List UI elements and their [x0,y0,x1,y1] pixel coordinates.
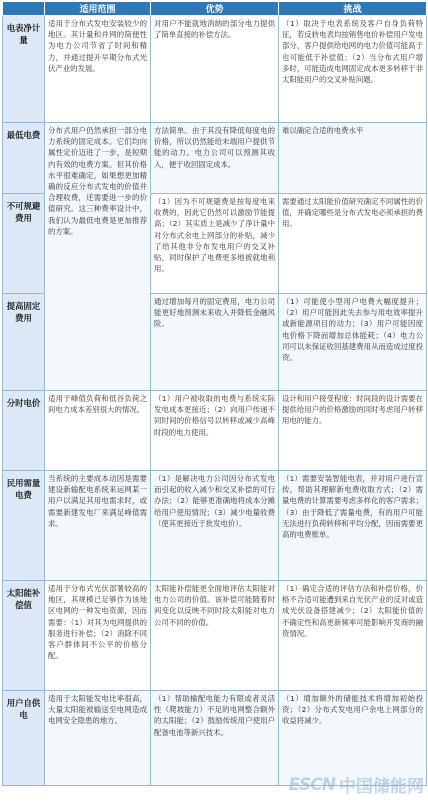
table-row [3,391,427,471]
scope-cell: 当系统的主要成本动因是需要建设新输配电系统来运网某一用户以满足其用电需求时，或需要新建发电厂来满足峰值需求。 [45,471,151,581]
row-label: 分时电价 [3,391,45,471]
table-row [3,691,427,786]
header-advantage: 优势 [151,2,279,16]
advantage-cell: （1）用户被收取的电费与系统实际发电成本更接近；（2）向用户传递不同时间的价格信号以转移或减少高峰时段的电力使用。 [151,391,279,471]
advantage-cell: 方法简单。由于其没有降低每度电的价格，所以仍然能给末端用户提供节能的动力。电力公司可以预测其收入，便于收回固定成本。 [151,123,279,194]
challenge-cell: （1）可能使小型用户电费大幅度提升；（2）用户可能因此失去参与用电效率提升或新能源项目的动力；（3）用户可能因度电价格下降而增加总体能耗；（4）电力公司可以未保证收回基建费用从而造成过度投资。 [279,294,427,391]
advantage-cell: （1）是解决电力公司因分布式发电而引起的收入减少和交叉补偿的可行办法；（2）能够更准确地将成本分摊给用户使用情况；（3）减少电量收费（使其更接近于批发电价）。 [151,471,279,581]
table-row [3,16,427,123]
advantage-cell: 对用户不能就地消纳的部分电力提供了简单直接的补偿方法。 [151,16,279,123]
row-label: 不可规避费用 [3,194,45,294]
scope-cell: 适用于太阳能发电比率很高，大量太阳能被输送至电网造成电网安全隐患的地方。 [45,691,151,786]
challenge-cell: 难以确定合适的电费水平 [279,123,427,194]
challenge-cell: （1）确定合适的评估方法和补偿价格，价格不合适可能遭到来自光伏产业的反对或造成光伏设备搭建减少；（2）太阳能价值的不确定性和高更新频率可能影响开发商的融资情况。 [279,581,427,691]
advantage-cell: 太阳能补偿能更全面地评估太阳能对电力公司的价值。该补偿可能随着时间变化以反映不同时段太阳能对电力公司不同的价值。 [151,581,279,691]
row-label: 用户自供电 [3,691,45,786]
row-label: 电表净计量 [3,16,45,123]
watermark-logo: ESCN [288,774,335,795]
header-scope: 适用范围 [45,2,151,16]
advantage-cell: （1）帮助输配电能力有限或者灵活性（爬坡能力）不足的电网整合额外的太阳能；（2）鼓励传统用户使用户配备电池等新兴技术。 [151,691,279,786]
row-label: 民用需量电费 [3,471,45,581]
scope-cell: 适用于分布式光伏部署较高的地区，其规模已足够作为该地区电网的一种发电资源，因而需要：（1）对其为电网提供的服务进行补偿；（2）消除不同客户群体间不公平的价格分配。 [45,581,151,691]
table-row [3,581,427,691]
watermark-text: 中国储能网 [339,777,424,797]
challenge-cell: 需要通过太阳能价值研究确定不同属性的价值，并确定哪些是分布式发电必须承担的费用。 [279,194,427,294]
row-label: 提高固定费用 [3,294,45,391]
scope-cell: 适用于分布式发电安装较少的地区。其计量和并网的简便性为电力公司节省了时间和精力，并通过提升早期分布式光伏产业的发展。 [45,16,151,123]
row-label: 最低电费 [3,123,45,194]
comparison-table [2,1,427,786]
table-row [3,471,427,581]
scope-cell: 分布式用户仍然承担一部分电力系统的固定成本。它们均向属性定价迈进了一步，是短期内有效的电费方案。但其价格水平很难确定，如果想更加精确的反应分布式发电的价值并合理收费，还需要进一步的价值研究。这三种费率设计中，我们认为最低电费是更加推荐的方案。 [45,123,151,391]
challenge-cell: 设计和用户接受程度：时间段的设计需要在提供给用户的价格激励的同时考虑用户转移用电的能力。 [279,391,427,471]
table-row [3,123,427,194]
header-challenge: 挑战 [279,2,427,16]
row-label: 太阳能补偿值 [3,581,45,691]
header-row [3,2,427,16]
advantage-cell: （1）因为不可规避费是按每度电来收费的，因此它仍然可以激励节能提高；（2）其实质上是减少了净计量中对分布式余电上网部分的补贴，减少了给其他非分布发电用户的交叉补贴，同时保护了电费更多地被就地利用。 [151,194,279,294]
header-blank [3,2,45,16]
challenge-cell: （1）取决于电表系统及客户自身负荷特征，若反转电表均按销售电价补偿用户发电部分，客户提供给电网的电力价值可能高于也可能低于补偿值；（2）当分布式用户增多时，可能造成电网固定成本更多转移于非太阳能用户的交叉补贴问题。 [279,16,427,123]
advantage-cell: 通过增加每月的固定费用，电力公司能更好地预测未来收入并降低金融风险。 [151,294,279,391]
challenge-cell: （1）需要安装智能电表，并对用户进行宣传，帮助其理解新电费收取方式；（2）需量电费的计算需要考虑多样化的客户需求；（3）由于降低了需量电费，有的用户可能无法进行负荷转移和平均分配，因而需要更高的电费账单。 [279,471,427,581]
scope-cell: 适用于峰值负荷和低谷负荷之间电力成本差别很大的情况。 [45,391,151,471]
challenge-cell: （1）增加额外的储能技术将增加初始投资；（2）分布式发电用户余电上网部分的收益将减少。 [279,691,427,786]
